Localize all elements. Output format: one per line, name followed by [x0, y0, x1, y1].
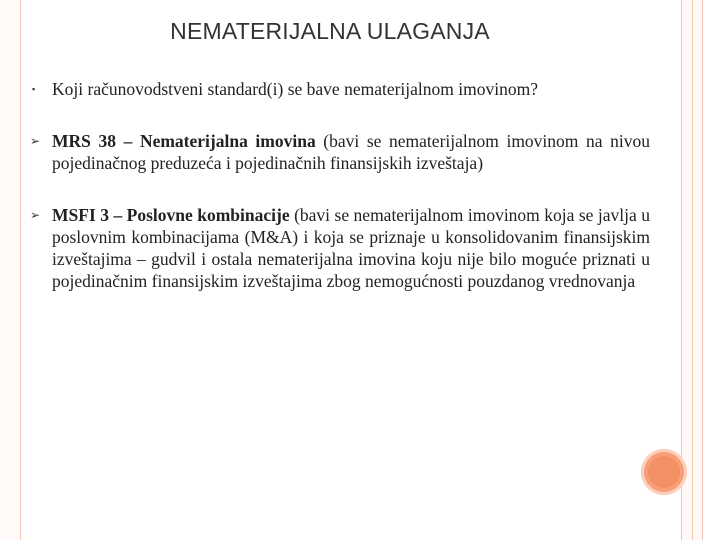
standard-description-mrs38: (bavi se nematerijalnom imovinom na nivou pojedinačnog preduzeća i pojedinačnih finansijskih izveštaja) — [52, 131, 650, 173]
square-bullet-icon: ▪ — [32, 84, 36, 94]
question-text: Koji računovodstveni standard(i) se bave nematerijalnom imovinom? — [52, 79, 538, 99]
slide-title: NEMATERIJALNA ULAGANJA — [170, 18, 490, 44]
right-frame-line — [692, 0, 693, 540]
list-item-msfi3 — [28, 204, 650, 292]
question-item — [28, 78, 650, 100]
left-frame-border — [0, 0, 21, 540]
standard-description-msfi3: (bavi se nematerijalnom imovinom koja se javlja u poslovnim kombinacijama (M&A) i koja se priznaje u konsolidovanim finansijskim izveštajima – gudvil i ostala nematerijalna imovina koju nije bilo moguće priznati u pojedinačnim finansijskim izveštajima zbog nemogućnosti pouzdanog vrednovanja — [52, 205, 650, 291]
arrow-bullet-icon: ➢ — [30, 208, 41, 222]
standard-name-msfi3: MSFI 3 – Poslovne kombinacije — [52, 205, 290, 225]
list-item-mrs38 — [28, 130, 650, 174]
slide-content — [28, 78, 650, 292]
arrow-bullet-icon: ➢ — [30, 134, 41, 148]
accent-circle-decoration — [641, 449, 687, 495]
standard-name-mrs38: MRS 38 – Nematerijalna imovina — [52, 131, 316, 151]
